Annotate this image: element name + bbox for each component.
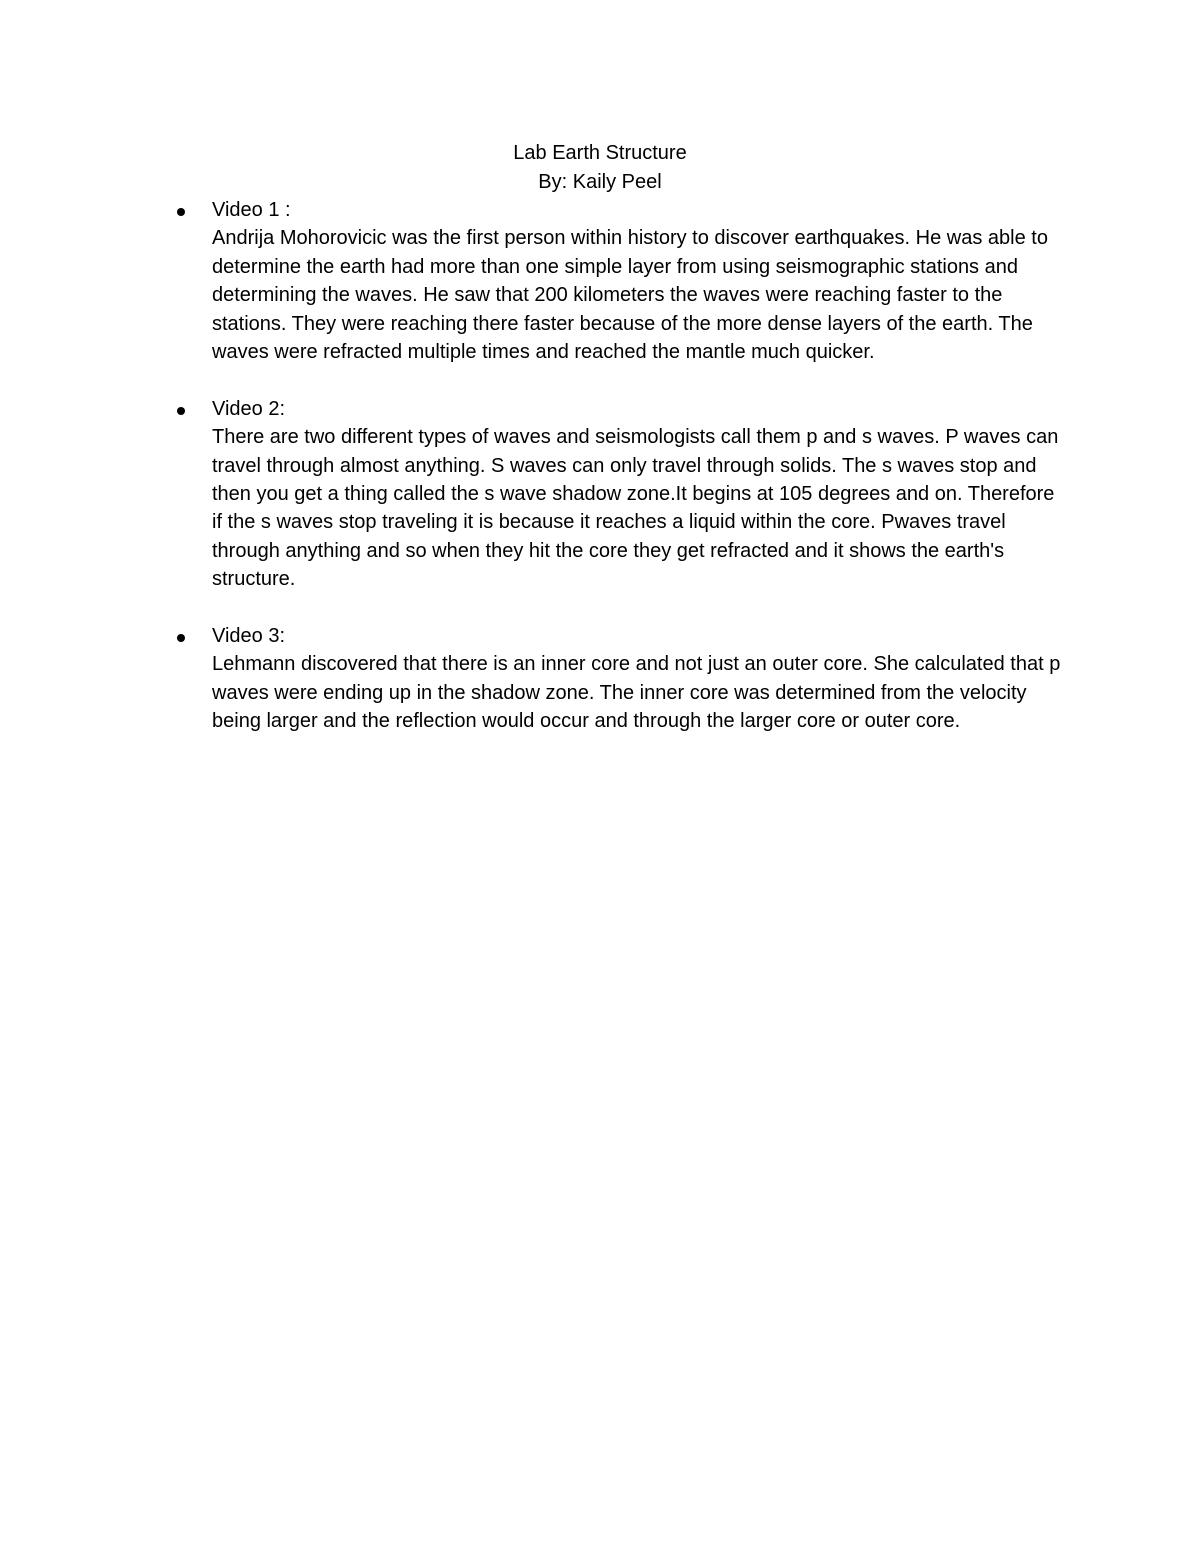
list-item-body: Lehmann discovered that there is an inner core and not just an outer core. She calculated that p waves were ending up in the shadow zone. The inner core was determined from the velocity being larger and the reflection would occur and through the larger core or outer core. [212, 653, 1061, 733]
list-item-video-3 [0, 622, 1062, 736]
list-item-body: There are two different types of waves and seismologists call them p and s waves. P waves can travel through almost anything. S waves can only travel through solids. The s waves stop and then you get a thing called the s wave shadow zone.It begins at 105 degrees and on. Therefore if the s waves stop traveling it is because it reaches a liquid within the core. Pwaves travel through anything and so when they hit the core they get refracted and it shows the earth's structure. [212, 426, 1059, 591]
list-item-heading: Video 1 : [212, 199, 291, 221]
bullet-icon [177, 634, 185, 642]
list-item-heading: Video 3: [212, 625, 286, 648]
document-title: Lab Earth Structure [513, 142, 687, 164]
bullet-icon [177, 208, 185, 216]
list-item-heading: Video 2: [212, 397, 286, 420]
list-item-body: Andrija Mohorovicic was the first person within history to discover earthquakes. He was able to determine the earth had more than one simple layer from using seismographic stations and determining the waves. He saw that 200 kilometers the waves were reaching faster to the stations. They were reaching there faster because of the more dense layers of the earth. The waves were refracted multiple times and reached the mantle much quicker. [212, 227, 1048, 364]
bullet-icon [177, 407, 185, 415]
video-notes-list [0, 196, 1200, 764]
document-header [0, 139, 1200, 196]
list-item-video-1 [0, 196, 1062, 366]
list-item-video-2 [0, 395, 1062, 594]
document-byline: By: Kaily Peel [538, 170, 662, 193]
